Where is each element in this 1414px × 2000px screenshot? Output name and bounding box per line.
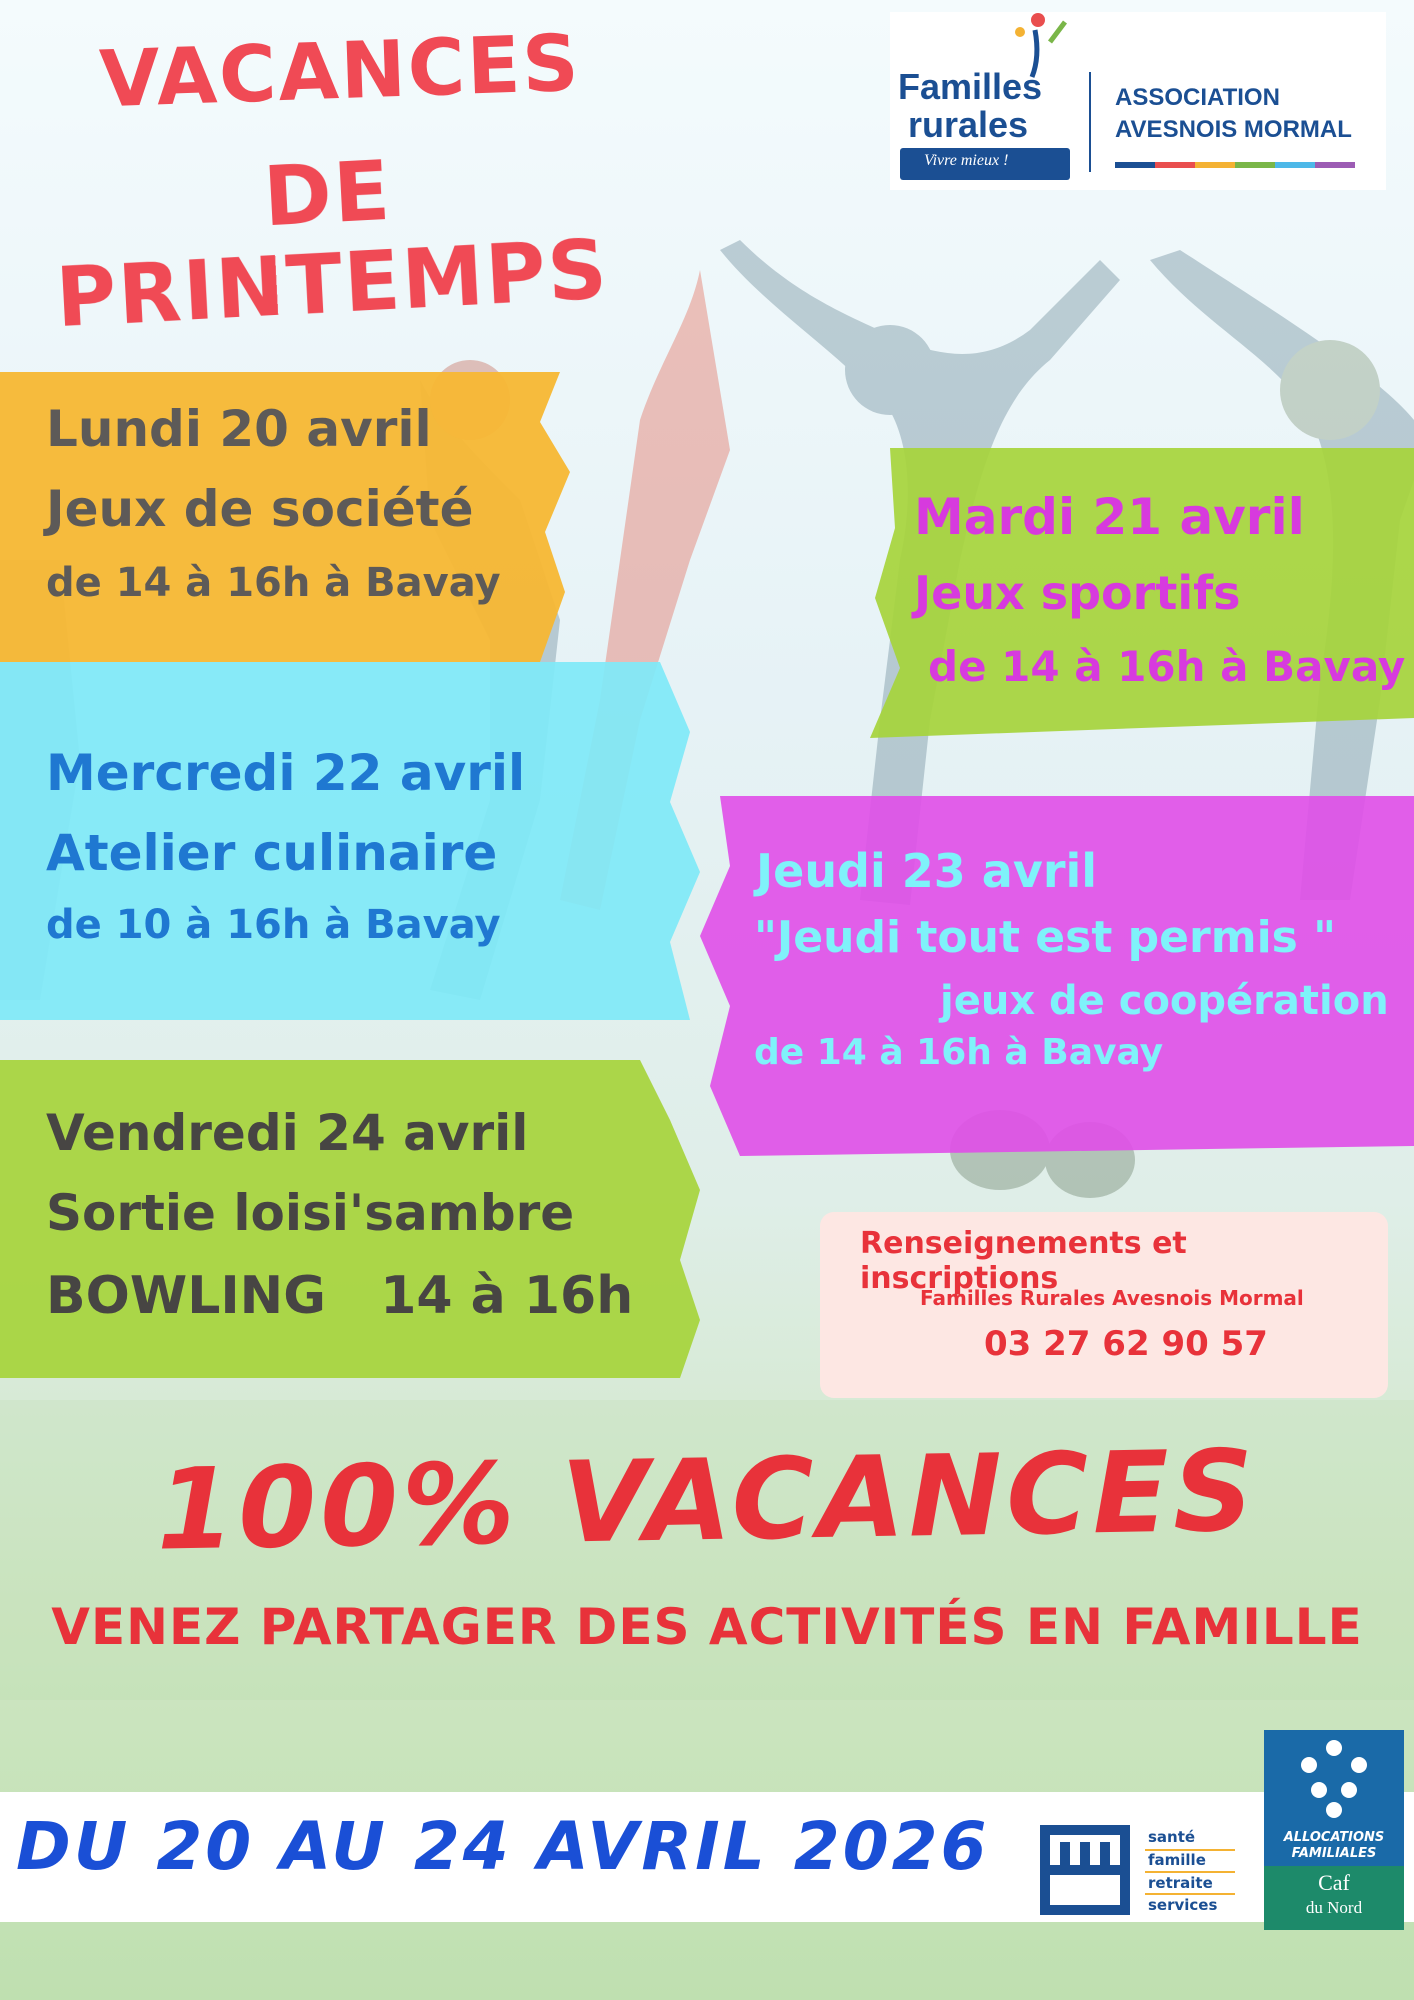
activity-wednesday bbox=[0, 662, 700, 1020]
logo-association-line1: ASSOCIATION bbox=[1115, 84, 1280, 111]
subheadline: VENEZ PARTAGER DES ACTIVITÉS EN FAMILLE bbox=[51, 1598, 1363, 1656]
friday-day: Vendredi 24 avril bbox=[46, 1104, 529, 1162]
title-line-2: DE PRINTEMPS bbox=[53, 143, 611, 347]
caf-emblem bbox=[1264, 1730, 1404, 1830]
wednesday-day: Mercredi 22 avril bbox=[46, 744, 526, 802]
activity-friday bbox=[0, 1060, 700, 1378]
caf-logo bbox=[1264, 1730, 1404, 1930]
thursday-activity: "Jeudi tout est permis " bbox=[754, 912, 1337, 963]
thursday-day: Jeudi 23 avril bbox=[756, 844, 1098, 898]
logo-tagline: Vivre mieux ! bbox=[924, 152, 1009, 169]
msa-logo bbox=[1040, 1820, 1240, 1920]
caf-line-1: ALLOCATIONS bbox=[1283, 1830, 1385, 1845]
activity-thursday bbox=[700, 796, 1414, 1156]
caf-line-3: Caf bbox=[1318, 1870, 1350, 1895]
logo-association-line2: AVESNOIS MORMAL bbox=[1115, 116, 1352, 143]
logo-name-bottom: rurales bbox=[908, 104, 1029, 145]
monday-activity: Jeux de société bbox=[46, 480, 474, 538]
info-org: Familles Rurales Avesnois Mormal bbox=[920, 1286, 1304, 1310]
thursday-detail: jeux de coopération bbox=[940, 978, 1389, 1024]
caf-line-2: FAMILIALES bbox=[1291, 1846, 1377, 1861]
info-box bbox=[820, 1212, 1388, 1398]
info-heading: Renseignements et inscriptions bbox=[860, 1226, 1187, 1296]
msa-line-1: santé bbox=[1148, 1828, 1196, 1846]
familles-rurales-logo bbox=[890, 12, 1386, 190]
info-phone: 03 27 62 90 57 bbox=[984, 1324, 1268, 1364]
msa-line-2: famille bbox=[1148, 1851, 1206, 1869]
caf-line-4: du Nord bbox=[1305, 1898, 1363, 1917]
msa-line-4: services bbox=[1148, 1896, 1218, 1914]
headline: 100% VACANCES bbox=[155, 1426, 1259, 1576]
title-line-1: VACANCES bbox=[98, 18, 582, 126]
activity-monday bbox=[0, 372, 570, 662]
friday-time: BOWLING 14 à 16h bbox=[46, 1266, 634, 1326]
dates: DU 20 AU 24 AVRIL 2026 bbox=[16, 1808, 990, 1885]
monday-day: Lundi 20 avril bbox=[46, 400, 432, 458]
wednesday-time: de 10 à 16h à Bavay bbox=[46, 902, 501, 948]
tuesday-time: de 14 à 16h à Bavay bbox=[928, 642, 1406, 691]
logo-name-top: Familles bbox=[898, 66, 1043, 107]
friday-activity: Sortie loisi'sambre bbox=[46, 1184, 575, 1242]
wednesday-activity: Atelier culinaire bbox=[46, 824, 498, 882]
monday-time: de 14 à 16h à Bavay bbox=[46, 560, 501, 606]
msa-line-3: retraite bbox=[1148, 1874, 1213, 1892]
tuesday-activity: Jeux sportifs bbox=[914, 566, 1241, 620]
thursday-time: de 14 à 16h à Bavay bbox=[754, 1032, 1164, 1073]
activity-tuesday bbox=[870, 448, 1414, 738]
tuesday-day: Mardi 21 avril bbox=[914, 488, 1305, 546]
